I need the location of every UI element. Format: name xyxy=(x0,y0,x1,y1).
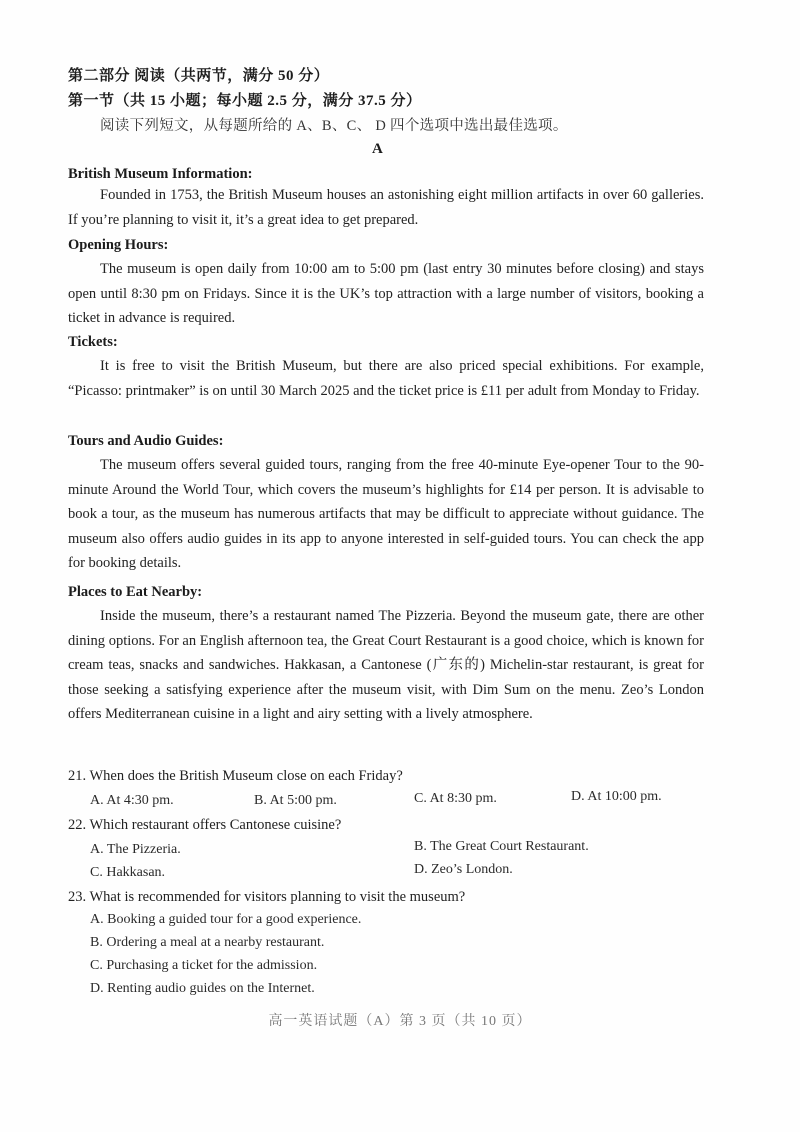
question-number: 21. xyxy=(68,768,87,784)
q22-option-a[interactable]: A. The Pizzeria. xyxy=(90,842,181,857)
section-text-info: Founded in 1753, the British Museum houses an astonishing eight million artifacts in over 60 galleries. If you’re planning to visit it, it’s a great idea to get prepared. xyxy=(68,187,704,228)
section-heading-tickets: Tickets: xyxy=(68,334,118,350)
question-stem: What is recommended for visitors planning to visit the museum? xyxy=(89,889,466,905)
question-21 xyxy=(68,766,403,786)
question-number: 23. xyxy=(68,889,87,905)
part-title: 第二部分 阅读（共两节，满分 50 分） xyxy=(68,68,330,84)
q21-option-d[interactable]: D. At 10:00 pm. xyxy=(571,789,662,804)
passage-label: A xyxy=(372,141,383,157)
section-text-tours: The museum offers several guided tours, ranging from the free 40-minute Eye-opener Tour to the 90-minute Around the World Tour, which covers the museum’s highlights for £14 per person. It is advisable to book a tour, as the museum has numerous artifacts that may be difficult to appreciate without guidance. The museum also offers audio guides in its app to anyone interested in self-guided tours. You can check the app for booking details. xyxy=(68,457,704,572)
section-heading-tours: Tours and Audio Guides: xyxy=(68,433,224,449)
question-22 xyxy=(68,815,341,835)
section-title: 第一节（共 15 小题；每小题 2.5 分，满分 37.5 分） xyxy=(68,93,422,109)
q21-option-c[interactable]: C. At 8:30 pm. xyxy=(414,791,497,806)
q23-option-c[interactable]: C. Purchasing a ticket for the admission. xyxy=(90,958,318,973)
section-text-tickets: It is free to visit the British Museum, but there are also priced special exhibitions. For example, “Picasso: printmaker” is on until 30 March 2025 and the ticket price is £11 per adult from Monday to Friday. xyxy=(68,358,704,399)
section-heading-hours: Opening Hours: xyxy=(68,237,169,253)
instructions: 阅读下列短文，从每题所给的 A、B、C、 D 四个选项中选出最佳选项。 xyxy=(100,118,568,134)
q22-option-c[interactable]: C. Hakkasan. xyxy=(90,865,166,880)
section-heading-eat: Places to Eat Nearby: xyxy=(68,584,203,600)
section-text-hours: The museum is open daily from 10:00 am to 5:00 pm (last entry 30 minutes before closing) and stays open until 8:30 pm on Fridays. Since it is the UK’s top attraction with a large number of visitors, booking a ticket in advance is required. xyxy=(68,261,704,327)
question-number: 22. xyxy=(68,817,87,833)
q22-option-d[interactable]: D. Zeo’s London. xyxy=(414,862,513,877)
question-23 xyxy=(68,887,465,907)
question-stem: Which restaurant offers Cantonese cuisine? xyxy=(89,817,342,833)
q23-option-b[interactable]: B. Ordering a meal at a nearby restaurant. xyxy=(90,935,325,950)
section-text-eat: Inside the museum, there’s a restaurant named The Pizzeria. Beyond the museum gate, there are other dining options. For an English afternoon tea, the Great Court Restaurant is a good choice, which is known for cream teas, snacks and sandwiches. Hakkasan, a Cantonese (广东的) Michelin-star restaurant, is great for those seeking a satisfying experience after the museum visit, with Dim Sum on the menu. Zeo’s London offers Mediterranean cuisine in a light and airy setting with a lively atmosphere. xyxy=(68,608,704,723)
q23-option-a[interactable]: A. Booking a guided tour for a good experience. xyxy=(90,912,362,927)
q21-option-b[interactable]: B. At 5:00 pm. xyxy=(254,793,337,808)
section-heading-info: British Museum Information: xyxy=(68,166,253,182)
q21-option-a[interactable]: A. At 4:30 pm. xyxy=(90,793,174,808)
page-footer: 高一英语试题（A）第 3 页（共 10 页） xyxy=(268,1014,532,1029)
question-stem: When does the British Museum close on each Friday? xyxy=(89,768,403,784)
q23-option-d[interactable]: D. Renting audio guides on the Internet. xyxy=(90,981,315,996)
q22-option-b[interactable]: B. The Great Court Restaurant. xyxy=(414,839,589,854)
